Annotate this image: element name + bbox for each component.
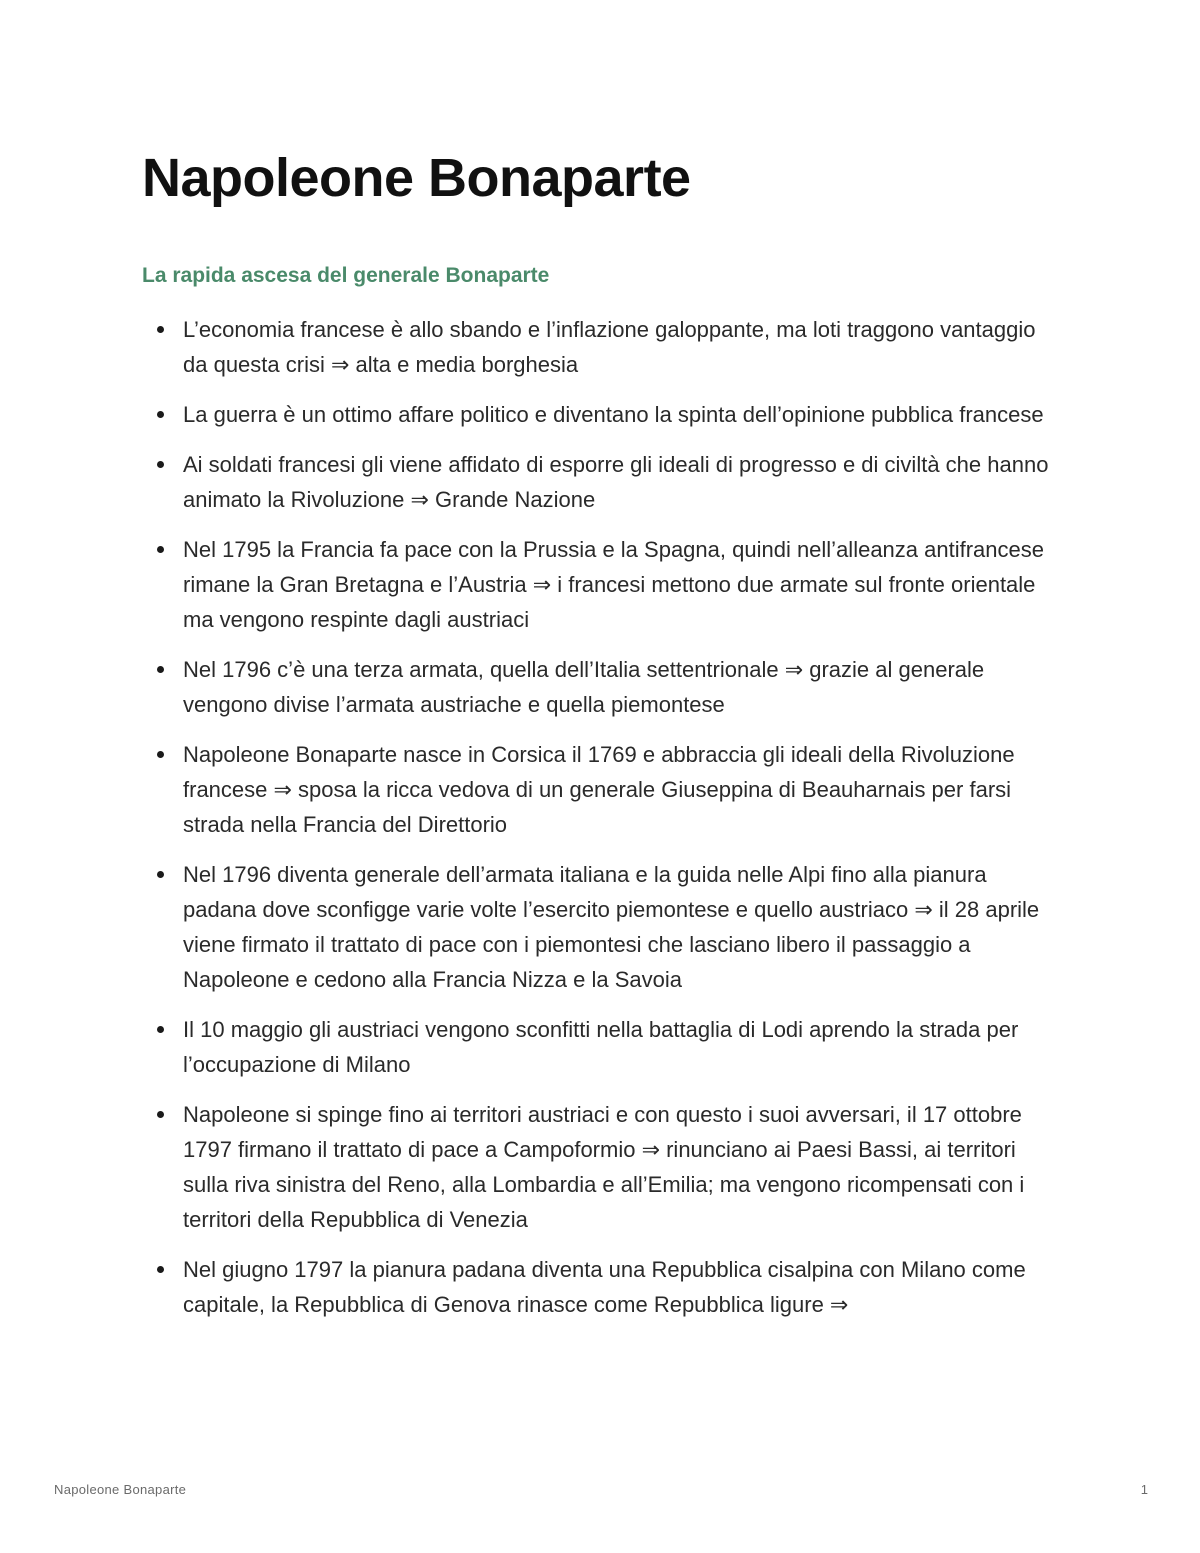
list-item [142,1012,1062,1082]
list-item-text: Nel 1796 c’è una terza armata, quella dell’Italia settentrionale ⇒ grazie al generale vengono divise l’armata austriache e quella piemontese [183,657,985,717]
footer-page-number: 1 [1140,1482,1148,1497]
bullet-icon [157,411,164,418]
footer-title: Napoleone Bonaparte [54,1482,187,1497]
page-title: Napoleone Bonaparte [142,148,691,208]
bullet-icon [157,1266,164,1273]
list-item [142,1097,1062,1237]
bullet-list [142,312,1062,1322]
list-item [142,312,1062,382]
bullet-icon [157,326,164,333]
list-item [142,1252,1062,1322]
list-item [142,737,1062,842]
list-item [142,857,1062,997]
list-item-text: Napoleone si spinge fino ai territori austriaci e con questo i suoi avversari, il 17 ottobre 1797 firmano il trattato di pace a Campoformio ⇒ rinunciano ai Paesi Bassi, ai territori sulla riva sinistra del Reno, alla Lombardia e all’Emilia; ma vengono ricompensati con i territori della Repubblica di Venezia [183,1102,1025,1232]
list-item-text: Nel 1796 diventa generale dell’armata italiana e la guida nelle Alpi fino alla pianura padana dove sconfigge varie volte l’esercito piemontese e quello austriaco ⇒ il 28 aprile viene firmato il trattato di pace con i piemontesi che lasciano libero il passaggio a Napoleone e cedono alla Francia Nizza e la Savoia [183,862,1040,992]
bullet-icon [157,1026,164,1033]
list-item-text: L’economia francese è allo sbando e l’inflazione galoppante, ma loti traggono vantaggio da questa crisi ⇒ alta e media borghesia [183,317,1036,377]
list-item [142,397,1062,432]
list-item [142,447,1062,517]
bullet-icon [157,666,164,673]
bullet-icon [157,1111,164,1118]
list-item [142,532,1062,637]
document-content [142,142,1062,1337]
list-item-text: Nel 1795 la Francia fa pace con la Prussia e la Spagna, quindi nell’alleanza antifrancese rimane la Gran Bretagna e l’Austria ⇒ i francesi mettono due armate sul fronte orientale ma vengono respinte dagli austriaci [183,537,1044,632]
list-item-text: Napoleone Bonaparte nasce in Corsica il 1769 e abbraccia gli ideali della Rivoluzione francese ⇒ sposa la ricca vedova di un generale Giuseppina di Beauharnais per farsi strada nella Francia del Direttorio [183,742,1015,837]
bullet-icon [157,751,164,758]
bullet-icon [157,546,164,553]
list-item-text: Ai soldati francesi gli viene affidato di esporre gli ideali di progresso e di civiltà che hanno animato la Rivoluzione ⇒ Grande Nazione [183,452,1049,512]
bullet-icon [157,461,164,468]
list-item-text: Il 10 maggio gli austriaci vengono sconfitti nella battaglia di Lodi aprendo la strada per l’occupazione di Milano [183,1017,1019,1077]
bullet-icon [157,871,164,878]
section-heading: La rapida ascesa del generale Bonaparte [142,264,550,287]
list-item-text: La guerra è un ottimo affare politico e diventano la spinta dell’opinione pubblica francese [183,402,1044,427]
list-item-text: Nel giugno 1797 la pianura padana diventa una Repubblica cisalpina con Milano come capitale, la Repubblica di Genova rinasce come Repubblica ligure ⇒ [183,1257,1026,1317]
list-item [142,652,1062,722]
